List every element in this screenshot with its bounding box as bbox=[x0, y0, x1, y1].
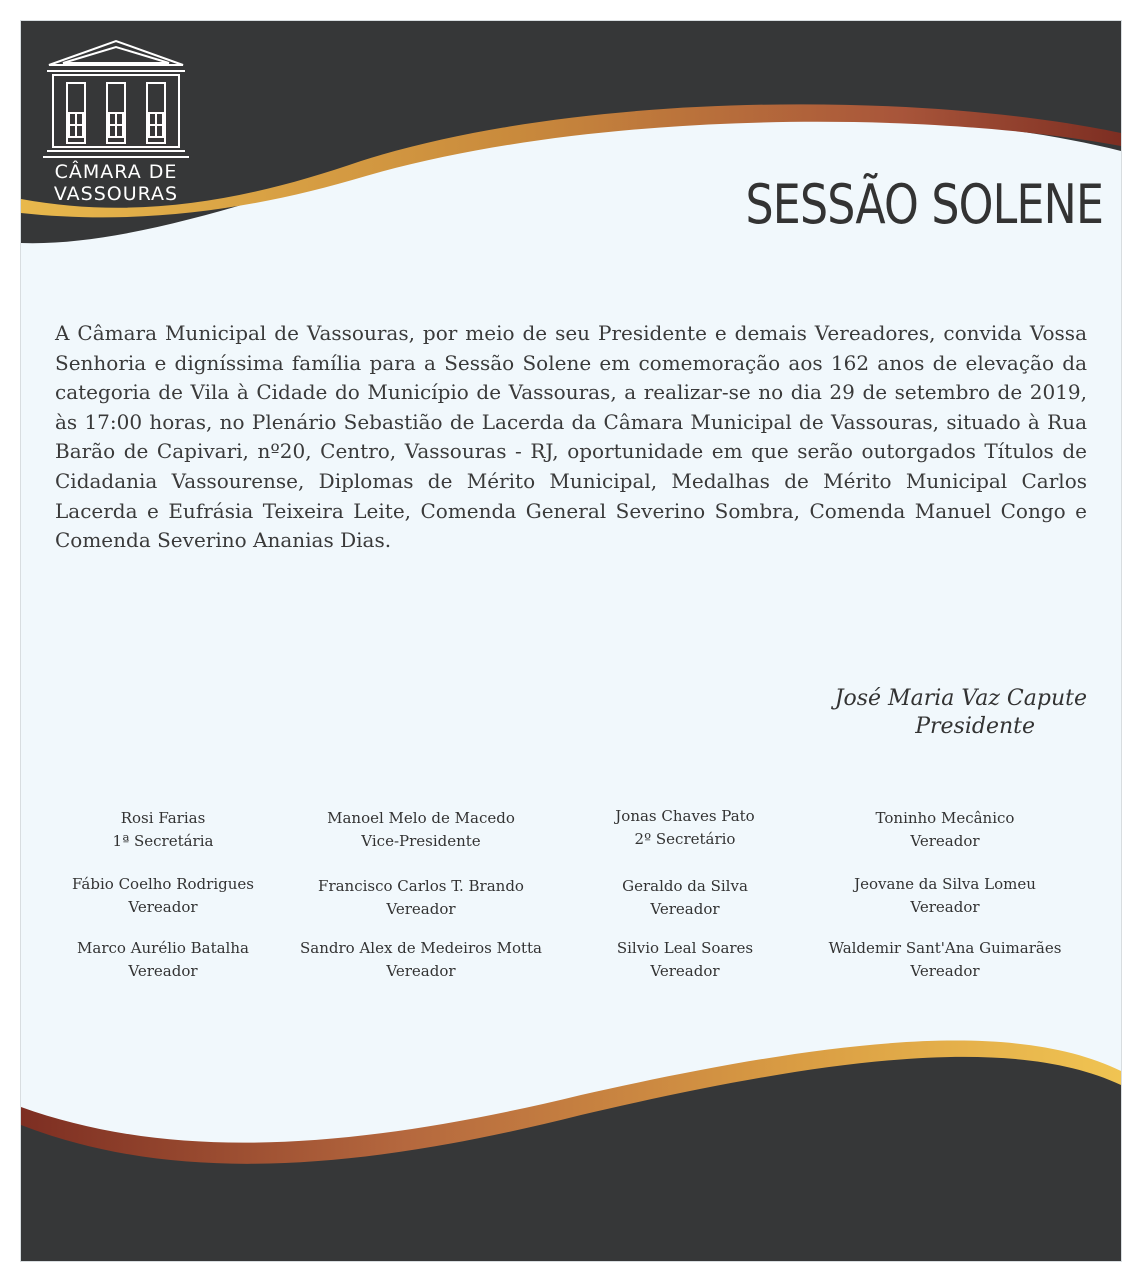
member-entry bbox=[805, 873, 1085, 919]
member-role: Vereador bbox=[650, 962, 720, 980]
member-name: Toninho Mecânico bbox=[875, 809, 1015, 827]
member-name: Jonas Chaves Pato bbox=[615, 807, 755, 825]
member-role: Vereador bbox=[910, 832, 980, 850]
member-role: Vereador bbox=[910, 898, 980, 916]
member-name: Sandro Alex de Medeiros Motta bbox=[300, 939, 542, 957]
member-name: Jeovane da Silva Lomeu bbox=[854, 875, 1036, 893]
member-entry bbox=[23, 873, 303, 919]
invitation-text: A Câmara Municipal de Vassouras, por meio de seu Presidente e demais Vereadores, convida Vossa Senhoria e digníssima família para a Sessão Solene em comemoração aos 162 anos de elevação da categoria de Vila à Cidade do Município de Vassouras, a realizar-se no dia 29 de setembro de 2019, às 17:00 horas, no Plenário Sebastião de Lacerda da Câmara Municipal de Vassouras, situado à Rua Barão de Capivari, nº20, Centro, Vassouras - RJ, oportunidade em que serão outorgados Títulos de Cidadania Vassourense, Diplomas de Mérito Municipal, Medalhas de Mérito Municipal Carlos Lacerda e Eufrásia Teixeira Leite, Comenda General Severino Sombra, Comenda Manuel Congo e Comenda Severino Ananias Dias. bbox=[55, 321, 1087, 553]
member-entry bbox=[23, 937, 303, 983]
member-entry bbox=[545, 937, 825, 983]
member-role: Vereador bbox=[386, 962, 456, 980]
member-name: Silvio Leal Soares bbox=[616, 939, 754, 957]
council-members-grid bbox=[21, 807, 1121, 997]
member-name: Manoel Melo de Macedo bbox=[327, 809, 515, 827]
bottom-wave-decoration bbox=[21, 1021, 1121, 1261]
member-entry bbox=[281, 937, 561, 983]
member-name: Geraldo da Silva bbox=[622, 877, 748, 895]
president-role: Presidente bbox=[915, 714, 1035, 739]
member-role: 1ª Secretária bbox=[112, 832, 214, 850]
member-role: Vereador bbox=[910, 962, 980, 980]
logo-wordmark bbox=[41, 161, 191, 205]
member-entry bbox=[281, 807, 561, 853]
member-role: Vereador bbox=[386, 900, 456, 918]
page-title: SESSÃO SOLENE bbox=[745, 173, 1103, 236]
logo-line-1: CÂMARA DE bbox=[54, 161, 178, 183]
member-role: Vice-Presidente bbox=[361, 832, 481, 850]
invitation-card bbox=[20, 20, 1122, 1262]
president-name: José Maria Vaz Capute bbox=[834, 686, 1087, 711]
president-signature bbox=[835, 685, 1087, 741]
logo-line-2: VASSOURAS bbox=[53, 183, 179, 205]
member-entry bbox=[281, 875, 561, 921]
member-role: 2º Secretário bbox=[634, 830, 736, 848]
member-entry bbox=[545, 805, 825, 851]
member-name: Marco Aurélio Batalha bbox=[77, 939, 249, 957]
member-role: Vereador bbox=[128, 898, 198, 916]
member-entry bbox=[23, 807, 303, 853]
member-entry bbox=[545, 875, 825, 921]
member-entry bbox=[805, 937, 1085, 983]
member-entry bbox=[805, 807, 1085, 853]
member-name: Waldemir Sant'Ana Guimarães bbox=[828, 939, 1062, 957]
member-name: Rosi Farias bbox=[120, 809, 206, 827]
member-name: Francisco Carlos T. Brando bbox=[318, 877, 524, 895]
member-role: Vereador bbox=[128, 962, 198, 980]
member-name: Fábio Coelho Rodrigues bbox=[72, 875, 254, 893]
member-role: Vereador bbox=[650, 900, 720, 918]
